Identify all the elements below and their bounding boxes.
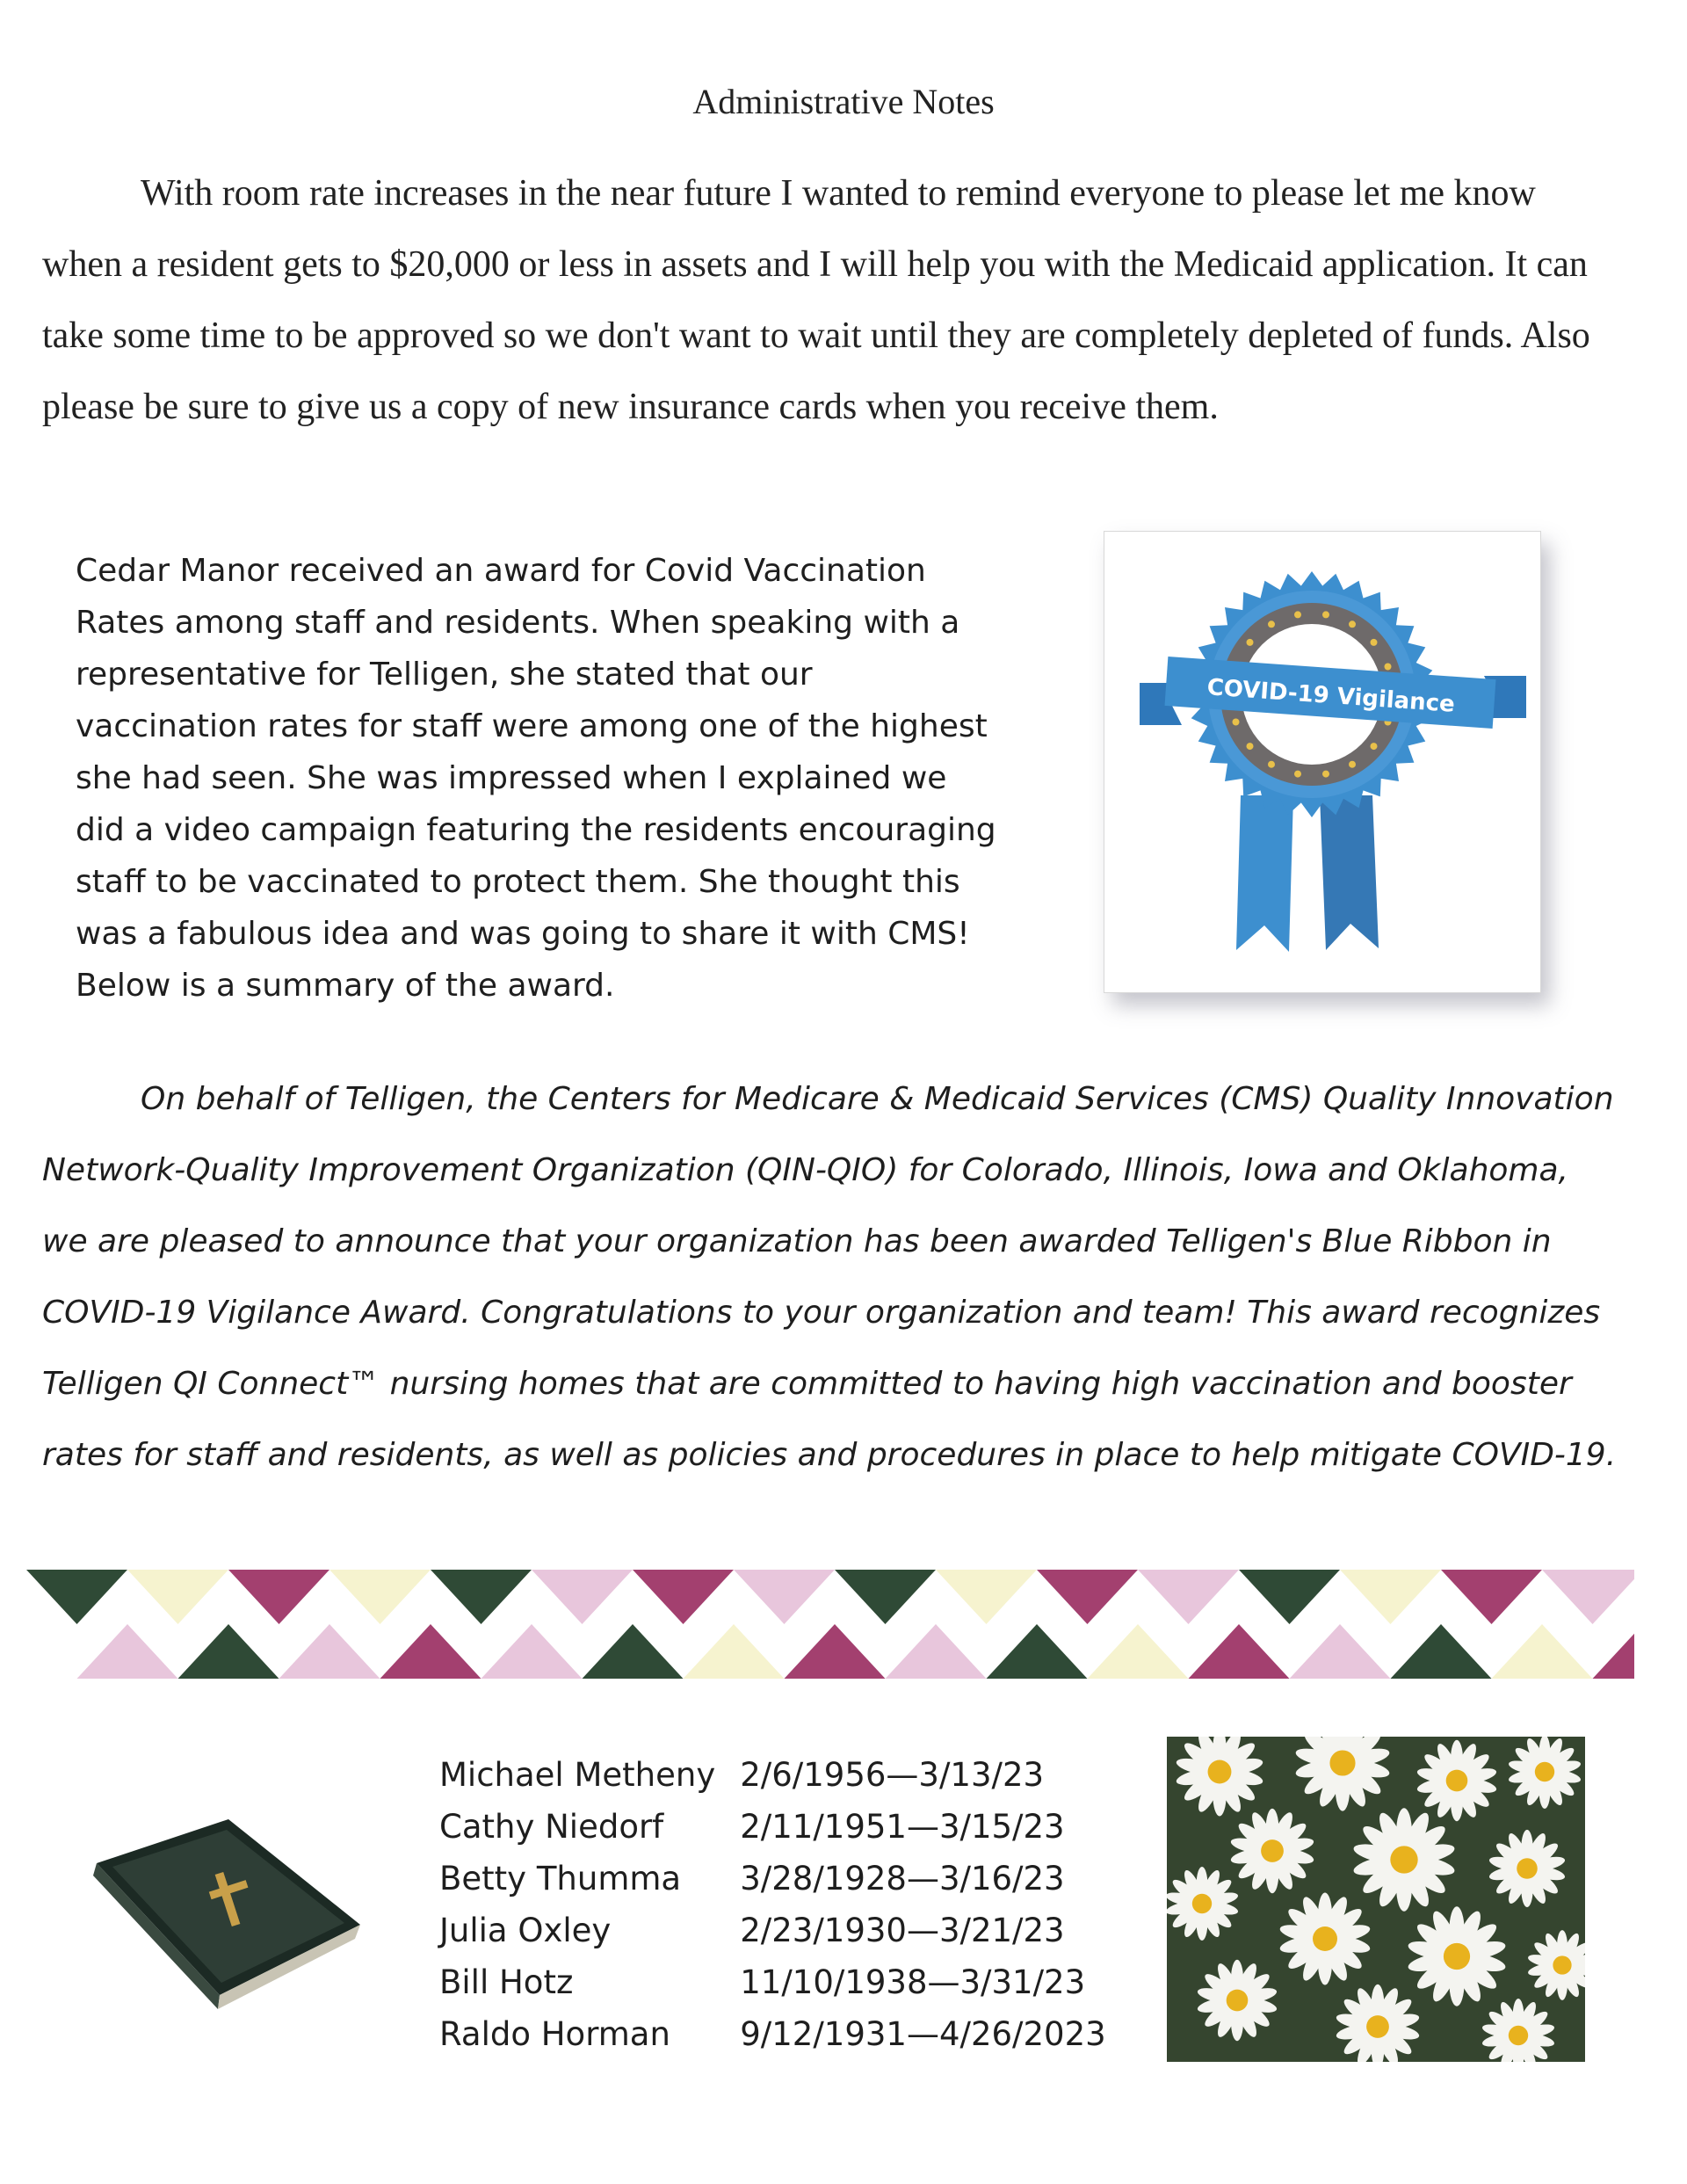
obituary-row: [439, 1801, 1106, 1853]
award-summary: On behalf of Telligen, the Centers for Medicare & Medicaid Services (CMS) Quality Innovation Network-Quality Improvement Organization (QIN-QIO) for Colorado, Illinois, Iowa and Oklahoma, we are pleased to announce that your organization has been awarded Telligen's Blue Ribbon in COVID-19 Vigilance Award. Congratulations to your organization and team! This award recognizes Telligen QI Connect™ nursing homes that are committed to having high vaccination and booster rates for staff and residents, as well as policies and procedures in place to help mitigate COVID-19.: [42, 1081, 1617, 1473]
covid-vigilance-badge: [1104, 531, 1541, 993]
badge-text: COVID-19 Vigilance: [1206, 674, 1456, 718]
obituary-row: [439, 2008, 1106, 2060]
daisies-photo: [1167, 1737, 1585, 2062]
obituary-dates: 3/28/1928—3/16/23: [740, 1860, 1065, 1897]
bible-icon: [70, 1810, 360, 2021]
obituary-row: [439, 1749, 1106, 1801]
obituary-row: [439, 1905, 1106, 1956]
page-title: Administrative Notes: [692, 82, 995, 121]
obituary-name: Betty Thumma: [439, 1860, 682, 1897]
ribbon-badge-icon: [1104, 532, 1540, 992]
intro-paragraph: With room rate increases in the near future I wanted to remind everyone to please let me know when a resident gets to $20,000 or less in assets and I will help you with the Medicaid application. It can take some time to be approved so we don't want to wait until they are completely depleted of funds. Also please be sure to give us a copy of new insurance cards when you receive them.: [42, 173, 1590, 427]
obituary-row: [439, 1853, 1106, 1905]
obituary-dates: 11/10/1938—3/31/23: [740, 1963, 1086, 2001]
award-paragraph: Cedar Manor received an award for Covid Vaccination Rates among staff and residents. When speaking with a representative for Telligen, she stated that our vaccination rates for staff were among one of the highest she had seen. She was impressed when I explained we did a video campaign featuring the residents encouraging staff to be vaccinated to protect them. She thought this was a fabulous idea and was going to share it with CMS! Below is a summary of the award.: [76, 553, 996, 1004]
obituary-name: Michael Metheny: [439, 1756, 716, 1794]
obituary-list: [439, 1749, 1106, 2060]
obituary-dates: 2/23/1930—3/21/23: [740, 1912, 1065, 1949]
obituary-name: Julia Oxley: [439, 1912, 612, 1949]
obituary-dates: 2/11/1951—3/15/23: [740, 1808, 1065, 1846]
obituary-name: Bill Hotz: [439, 1963, 574, 2001]
obituary-dates: 9/12/1931—4/26/2023: [740, 2015, 1106, 2053]
obituary-name: Raldo Horman: [439, 2015, 670, 2053]
obituary-row: [439, 1956, 1106, 2008]
obituary-name: Cathy Niedorf: [439, 1808, 664, 1846]
obituary-dates: 2/6/1956—3/13/23: [740, 1756, 1045, 1794]
triangle-divider: [26, 1570, 1634, 1679]
